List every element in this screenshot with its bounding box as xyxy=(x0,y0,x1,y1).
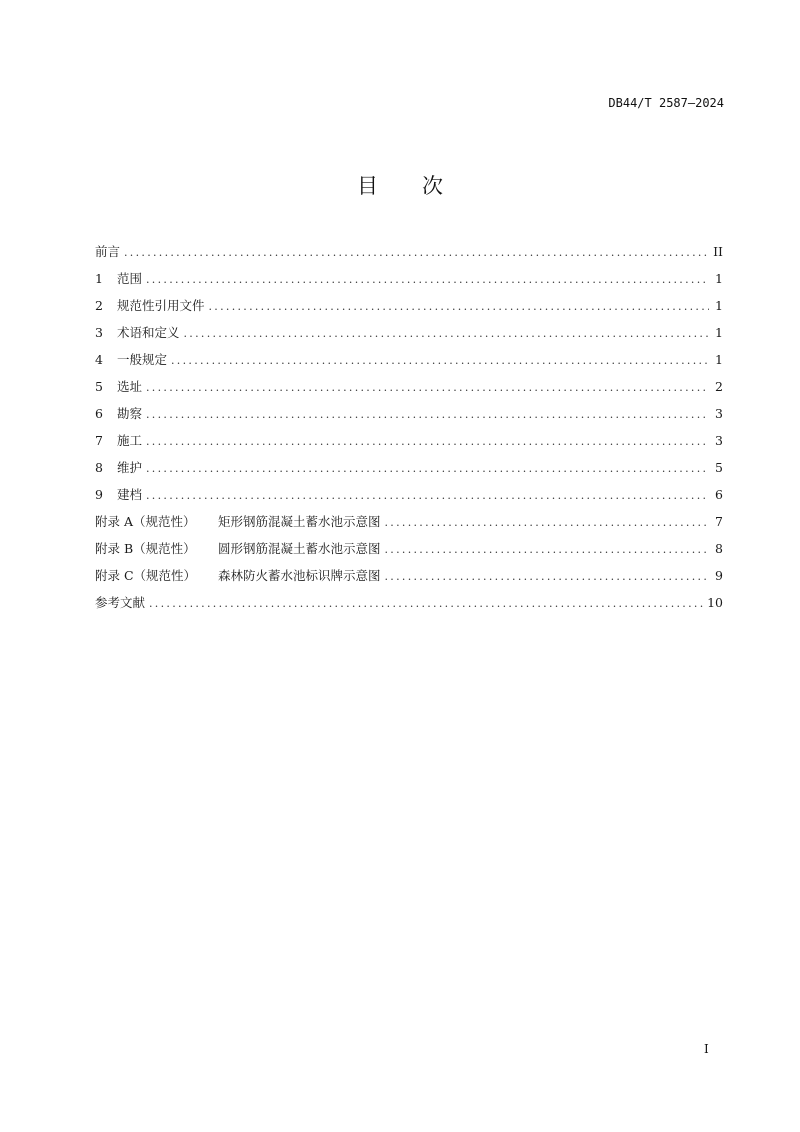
dot-leader xyxy=(146,405,709,425)
toc-page: 3 xyxy=(715,433,723,448)
toc-label: 施工 xyxy=(117,433,143,448)
toc-label: 一般规定 xyxy=(117,352,168,367)
toc-label: 范围 xyxy=(117,271,143,286)
dot-leader xyxy=(385,513,709,533)
toc-page: 8 xyxy=(715,541,723,556)
dot-leader xyxy=(171,351,709,371)
dot-leader xyxy=(146,459,709,479)
toc-number: 5 xyxy=(95,379,103,394)
title-char-1: 目 xyxy=(357,174,378,198)
toc-entry-foreword[interactable] xyxy=(95,242,723,269)
dot-leader xyxy=(149,594,703,614)
toc-appendix-tag: 附录 C（规范性） xyxy=(95,568,197,583)
toc-page: 9 xyxy=(715,568,723,583)
toc-label: 参考文献 xyxy=(95,595,146,610)
toc-number: 6 xyxy=(95,406,103,421)
toc-page: II xyxy=(713,244,723,259)
toc-number: 3 xyxy=(95,325,103,340)
toc-label: 建档 xyxy=(117,487,143,502)
toc-page: 5 xyxy=(715,460,723,475)
dot-leader xyxy=(124,243,709,263)
table-of-contents xyxy=(95,242,723,620)
toc-page: 1 xyxy=(715,298,723,313)
dot-leader xyxy=(385,567,709,587)
toc-label: 维护 xyxy=(117,460,143,475)
dot-leader xyxy=(146,378,709,398)
toc-entry-references[interactable] xyxy=(95,593,723,620)
toc-entry-appendix-c[interactable] xyxy=(95,566,723,593)
toc-page: 2 xyxy=(715,379,723,394)
dot-leader xyxy=(146,432,709,452)
toc-page: 1 xyxy=(715,271,723,286)
toc-entry-7[interactable] xyxy=(95,431,723,458)
page-number: I xyxy=(704,1042,709,1056)
toc-label: 勘察 xyxy=(117,406,143,421)
toc-entry-2[interactable] xyxy=(95,296,723,323)
toc-appendix-tag: 附录 B（规范性） xyxy=(95,541,196,556)
toc-label: 前言 xyxy=(95,244,121,259)
toc-entry-4[interactable] xyxy=(95,350,723,377)
toc-appendix-tag: 附录 A（规范性） xyxy=(95,514,196,529)
page-title xyxy=(0,170,800,200)
toc-entry-3[interactable] xyxy=(95,323,723,350)
toc-number: 4 xyxy=(95,352,103,367)
title-char-2: 次 xyxy=(422,174,443,198)
toc-label: 圆形钢筋混凝土蓄水池示意图 xyxy=(218,541,381,556)
dot-leader xyxy=(146,486,709,506)
toc-entry-9[interactable] xyxy=(95,485,723,512)
toc-page: 3 xyxy=(715,406,723,421)
toc-entry-8[interactable] xyxy=(95,458,723,485)
toc-page: 1 xyxy=(715,352,723,367)
toc-number: 2 xyxy=(95,298,103,313)
toc-entry-1[interactable] xyxy=(95,269,723,296)
toc-entry-6[interactable] xyxy=(95,404,723,431)
toc-label: 术语和定义 xyxy=(117,325,180,340)
toc-number: 8 xyxy=(95,460,103,475)
dot-leader xyxy=(385,540,709,560)
toc-page: 10 xyxy=(707,595,723,610)
toc-label: 森林防火蓄水池标识牌示意图 xyxy=(218,568,381,583)
toc-page: 7 xyxy=(715,514,723,529)
toc-label: 规范性引用文件 xyxy=(117,298,205,313)
toc-entry-5[interactable] xyxy=(95,377,723,404)
toc-entry-appendix-b[interactable] xyxy=(95,539,723,566)
toc-number: 1 xyxy=(95,271,103,286)
toc-page: 1 xyxy=(715,325,723,340)
dot-leader xyxy=(146,270,709,290)
toc-number: 9 xyxy=(95,487,103,502)
toc-page: 6 xyxy=(715,487,723,502)
toc-number: 7 xyxy=(95,433,103,448)
toc-label: 矩形钢筋混凝土蓄水池示意图 xyxy=(218,514,381,529)
toc-entry-appendix-a[interactable] xyxy=(95,512,723,539)
toc-label: 选址 xyxy=(117,379,143,394)
dot-leader xyxy=(184,324,709,344)
dot-leader xyxy=(209,297,709,317)
document-code: DB44/T 2587—2024 xyxy=(608,96,724,110)
